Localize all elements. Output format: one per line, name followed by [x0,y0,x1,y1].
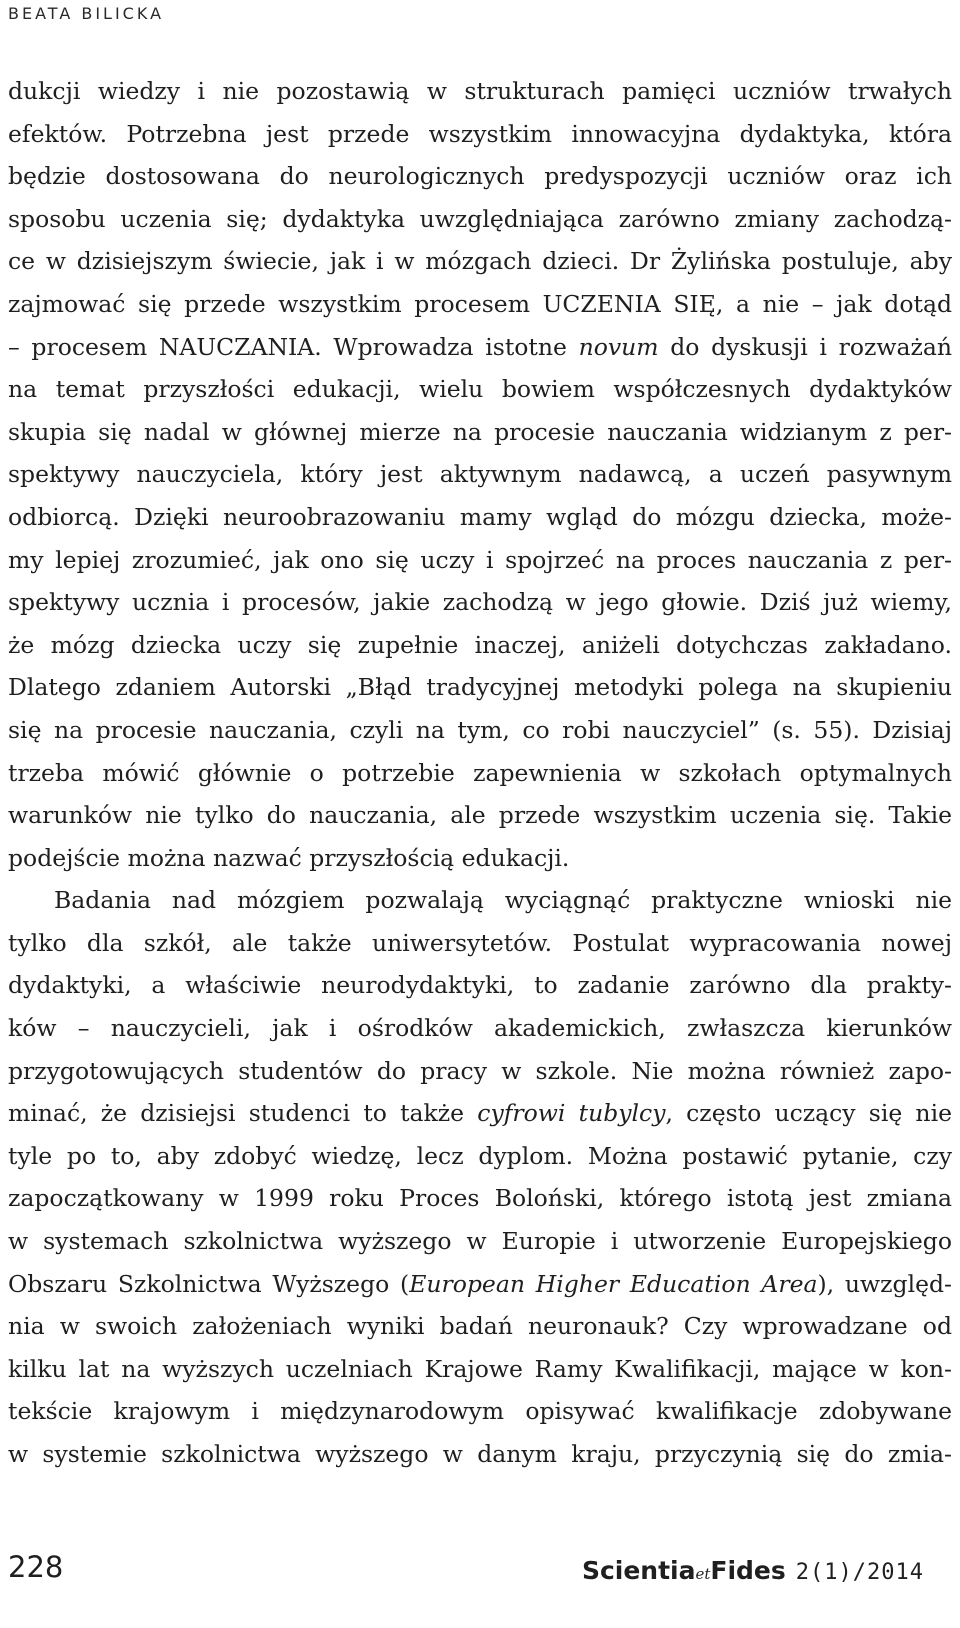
running-head-author: BEATA BILICKA [8,4,165,23]
text-line: efektów. Potrzebna jest przede wszystkim innowacyjna dydaktyka, która [8,119,952,148]
text-line: dukcji wiedzy i nie pozostawią w strukturach pamięci uczniów trwałych [8,77,952,105]
text-line: się na procesie nauczania, czyli na tym, co robi nauczyciel” (s. 55). Dzisiaj [8,715,952,744]
text-line: tyle po to, aby zdobyć wiedzę, lecz dyplom. Można postawić pytanie, czy [8,1141,952,1170]
journal-issue: 2(1)/2014 [795,1560,924,1585]
text-line: w systemach szkolnictwa wyższego w Europie i utworzenie Europejskiego [8,1227,952,1256]
text-line [8,1263,952,1306]
text-line: trzeba mówić głównie o potrzebie zapewnienia w szkołach optymalnych [8,758,952,787]
page-number: 228 [8,1550,64,1584]
text-line: będzie dostosowana do neurologicznych predyspozycji uczniów oraz ich [8,162,952,191]
italic-term-cyfrowi-tubylcy: cyfrowi tubylcy [477,1099,666,1128]
text-line: dydaktyki, a właściwie neurodydaktyki, to zadanie zarówno dla prakty- [8,971,952,1000]
text-segment: – procesem NAUCZANIA. Wprowadza istotne [8,332,579,361]
text-segment: do dyskusji i rozważań [658,332,952,361]
text-line: tekście krajowym i międzynarodowym opisywać kwalifikacje zdobywane [8,1397,952,1426]
text-line: przygotowujących studentów do pracy w szkole. Nie można również zapo- [8,1056,952,1085]
text-line: zajmować się przede wszystkim procesem UCZENIA SIĘ, a nie – jak dotąd [8,289,952,318]
text-line: na temat przyszłości edukacji, wielu bowiem współczesnych dydaktyków [8,375,952,404]
text-line: Dlatego zdaniem Autorski „Błąd tradycyjnej metodyki polega na skupieniu [8,673,952,702]
journal-name-fides: Fides [710,1556,786,1585]
text-line: nia w swoich założeniach wyniki badań neuronauk? Czy wprowadzane od [8,1312,952,1341]
text-line [8,326,952,369]
text-line: zapoczątkowany w 1999 roku Proces Boloński, którego istotą jest zmiana [8,1184,952,1213]
italic-term-novum: novum [578,332,659,361]
text-line: warunków nie tylko do nauczania, ale przede wszystkim uczenia się. Takie [8,801,952,830]
text-line: że mózg dziecka uczy się zupełnie inaczej, aniżeli dotychczas zakładano. [8,630,952,659]
text-line: odbiorcą. Dzięki neuroobrazowaniu mamy wgląd do mózgu dziecka, może- [8,502,952,531]
text-segment: Obszaru Szkolnictwa Wyższego ( [8,1269,410,1298]
journal-name-et: et [695,1565,711,1583]
body-text [8,70,952,1476]
text-line: kilku lat na wyższych uczelniach Krajowe Ramy Kwalifikacji, mające w kon- [8,1354,952,1383]
journal-name-scientia: Scientia [581,1556,696,1585]
text-line: spektywy nauczyciela, który jest aktywnym nadawcą, a uczeń pasywnym [8,460,952,489]
text-line-paragraph-start: Badania nad mózgiem pozwalają wyciągnąć praktyczne wnioski nie [54,886,952,915]
text-segment: ), uwzględ- [817,1269,952,1298]
text-line: ków – nauczycieli, jak i ośrodków akademickich, zwłaszcza kierunków [8,1014,952,1043]
text-line: skupia się nadal w głównej mierze na procesie nauczania widzianym z per- [8,417,952,446]
italic-term-ehea: European Higher Education Area [409,1269,818,1298]
text-line: tylko dla szkół, ale także uniwersytetów. Postulat wypracowania nowej [8,928,952,957]
text-line [8,1092,952,1135]
text-segment: , często uczący się nie [665,1099,952,1128]
text-line: sposobu uczenia się; dydaktyka uwzględniająca zarówno zmiany zachodzą- [8,204,952,233]
text-line: my lepiej zrozumieć, jak ono się uczy i spojrzeć na proces nauczania z per- [8,545,952,574]
text-line: w systemie szkolnictwa wyższego w danym kraju, przyczynią się do zmia- [8,1440,952,1468]
text-segment: minać, że dzisiejsi studenci to także [8,1099,478,1128]
text-line: ce w dzisiejszym świecie, jak i w mózgach dzieci. Dr Żylińska postuluje, aby [8,247,952,276]
text-line-paragraph-end: podejście można nazwać przyszłością edukacji. [8,843,570,872]
journal-footer [582,1556,924,1585]
text-line: spektywy ucznia i procesów, jakie zachodzą w jego głowie. Dziś już wiemy, [8,588,952,617]
